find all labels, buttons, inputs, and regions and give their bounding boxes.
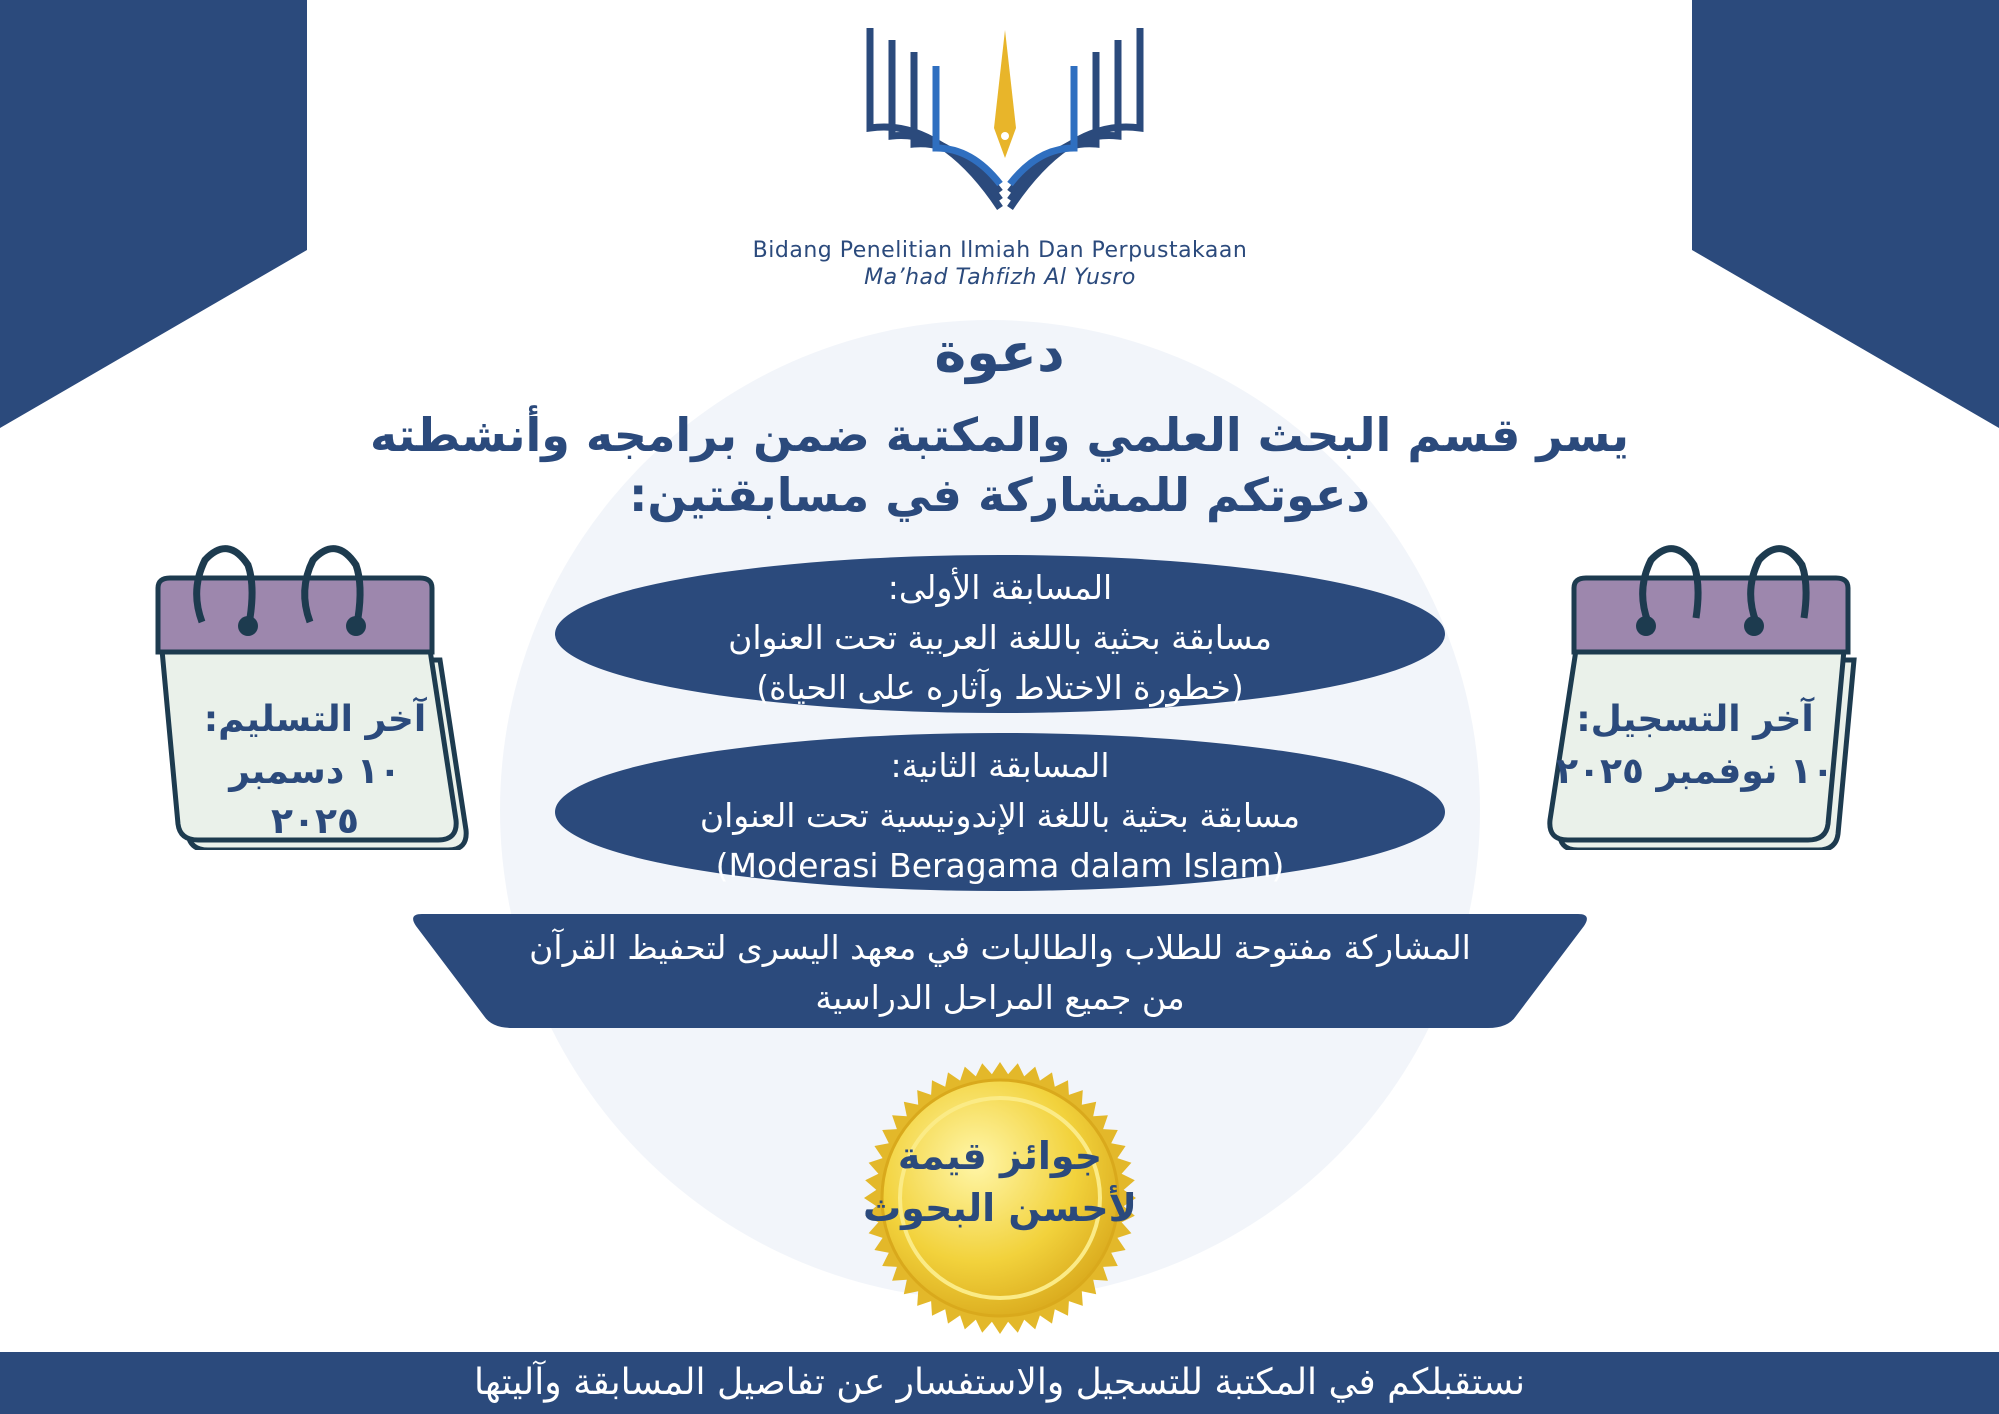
prize-line2: لأحسن البحوث — [863, 1186, 1137, 1230]
competition-1-description: مسابقة بحثية باللغة العربية تحت العنوان — [728, 618, 1272, 657]
prize-line1: جوائز قيمة — [897, 1134, 1103, 1178]
submission-deadline-label: آخر التسليم: — [203, 699, 427, 740]
competition-2-topic: (Moderasi Beragama dalam Islam) — [715, 846, 1285, 885]
competition-1-card — [555, 555, 1445, 713]
submission-deadline-date: ١٠ دسمبر ٢٠٢٥ — [229, 751, 401, 842]
registration-deadline-date: ١٠ نوفمبر ٢٠٢٥ — [1556, 751, 1834, 792]
invitation-intro-line1: يسر قسم البحث العلمي والمكتبة ضمن برامجه وأنشطته — [369, 408, 1630, 462]
competition-2-card — [555, 733, 1445, 891]
logo-text-line2: Ma’had Tahfizh Al Yusro — [864, 265, 1136, 290]
competition-1-topic: (خطورة الاختلاط وآثاره على الحياة) — [756, 668, 1244, 707]
footer-text: نستقبلكم في المكتبة للتسجيل والاستفسار عن تفاصيل المسابقة وآليتها — [474, 1362, 1525, 1403]
competition-2-description: مسابقة بحثية باللغة الإندونيسية تحت العنوان — [699, 796, 1301, 835]
book-pen-logo — [860, 18, 1150, 218]
competition-2-heading: المسابقة الثانية: — [890, 746, 1110, 785]
eligibility-line2: من جميع المراحل الدراسية — [815, 978, 1185, 1017]
invitation-intro-line2: دعوتكم للمشاركة في مسابقتين: — [628, 468, 1371, 522]
competition-1-heading: المسابقة الأولى: — [887, 568, 1113, 607]
eligibility-line1: المشاركة مفتوحة للطلاب والطالبات في معهد اليسرى لتحفيظ القرآن — [529, 928, 1471, 967]
logo-text-line1: Bidang Penelitian Ilmiah Dan Perpustakaan — [752, 238, 1248, 263]
invitation-title: دعوة — [934, 321, 1065, 384]
registration-deadline-label: آخر التسجيل: — [1576, 699, 1814, 740]
